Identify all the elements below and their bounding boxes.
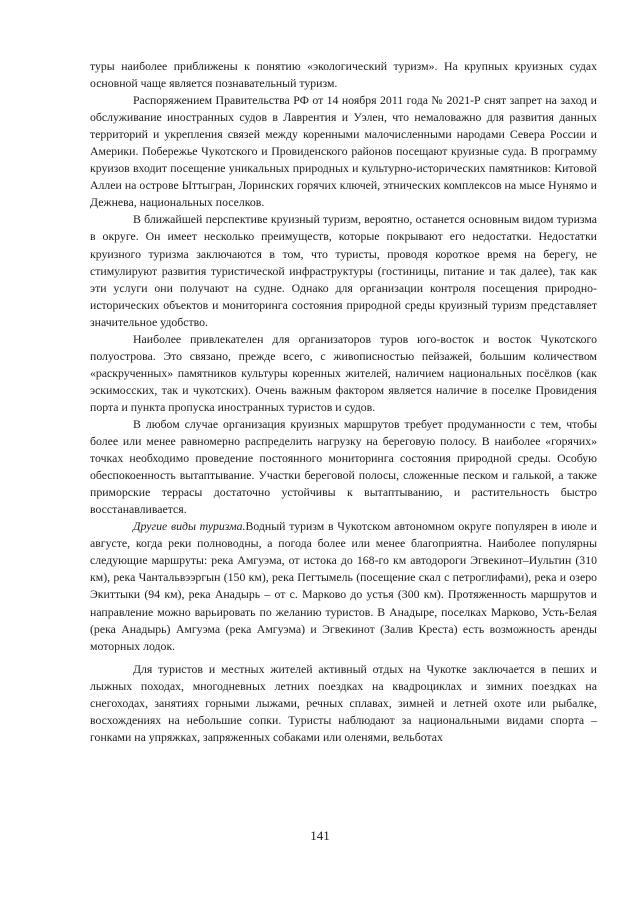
section-lead-italic: Другие виды туризма. xyxy=(133,519,246,534)
paragraph-7: Для туристов и местных жителей активный отдых на Чукотке заключается в пеших и лыжных походах, многодневных летних поездках на квадроциклах и зимних поездках на снегоходах, занятиях горными лыжами, речных сплавах, зимней и летней охоте или рыбалке, восхождениях на небольшие сопки. Туристы наблюдают за национальными видами спорта – гонками на упряжках, запряженных собаками или оленями, вельботах xyxy=(90,661,597,744)
paragraph-5: В любом случае организация круизных маршрутов требует продуманности с тем, чтобы более или менее равномерно распределить нагрузку на береговую полосу. В наиболее «горячих» точках необходимо проведение постоянного мониторинга состояния природной среды. Особую обеспокоенность вытаптывание. Участки береговой полосы, сложенные песком и галькой, а также приморские террасы достаточно устойчивы к вытаптыванию, и растительность быстро восстанавливается. xyxy=(90,416,597,517)
paragraph-6 xyxy=(90,518,597,654)
paragraph-1: туры наиболее приближены к понятию «экологический туризм». На крупных круизных судах основной чаще является познавательный туризм. xyxy=(90,59,597,91)
paragraph-6-text: Водный туризм в Чукотском автономном округе популярен в июле и августе, когда реки полноводны, а погода более или менее благоприятна. Наиболее популярны следующие маршруты: река Амгуэма, от истока до 168-го км автодороги Эгвекинот–Иультин (310 км), река Чантальвээргын (150 км), река Пегтымель (посещение скал с петроглифами), река и озеро Экиттыки (94 км), река Анадырь – от с. Марково до устья (300 км). Протяженность маршрутов и направление можно варьировать по желанию туристов. В Анадыре, поселках Марково, Усть-Белая (река Анадырь) Амгуэма (река Амгуэма) и Эгвекинот (Залив Креста) есть возможность аренды моторных лодок. xyxy=(90,519,597,653)
page-body xyxy=(90,58,597,746)
paragraph-3: В ближайшей перспективе круизный туризм, вероятно, останется основным видом туризма в округе. Он имеет несколько преимуществ, которые покрывают его недостатки. Недостатки круизного туризма заключаются в том, что туристы, проводя короткое время на берегу, не стимулируют развития туристической инфраструктуры (гостиницы, питание и так далее), так как эти услуги они получают на судне. Однако для организации контроля посещения природно-исторических объектов и мониторинга состояния природной среды круизный туризм представляет значительное удобство. xyxy=(90,212,597,329)
page-number: 141 xyxy=(310,828,330,843)
paragraph-2: Распоряжением Правительства РФ от 14 ноября 2011 года № 2021-Р снят запрет на заход и обслуживание иностранных судов в Лаврентия и Уэлен, что немаловажно для развития данных территорий и укрепления связей между коренными малочисленными народами Севера России и Америки. Побережье Чукотского и Провиденского районов посещают круизные суда. В программу круизов входит посещение уникальных природных и культурно-исторических памятников: Китовой Аллеи на острове Ыттыгран, Лоринских горячих ключей, этнических комплексов на мысе Нунямо и Дежнева, национальных поселков. xyxy=(90,93,597,210)
paragraph-4: Наиболее привлекателен для организаторов туров юго-восток и восток Чукотского полуострова. Это связано, прежде всего, с живописностью пейзажей, большим количеством «раскрученных» памятников культуры коренных жителей, наличием национальных посёлков (как эскимосских, так и чукотских). Очень важным фактором является наличие в поселке Провидения порта и пункта пропуска иностранных туристов и судов. xyxy=(90,331,597,414)
